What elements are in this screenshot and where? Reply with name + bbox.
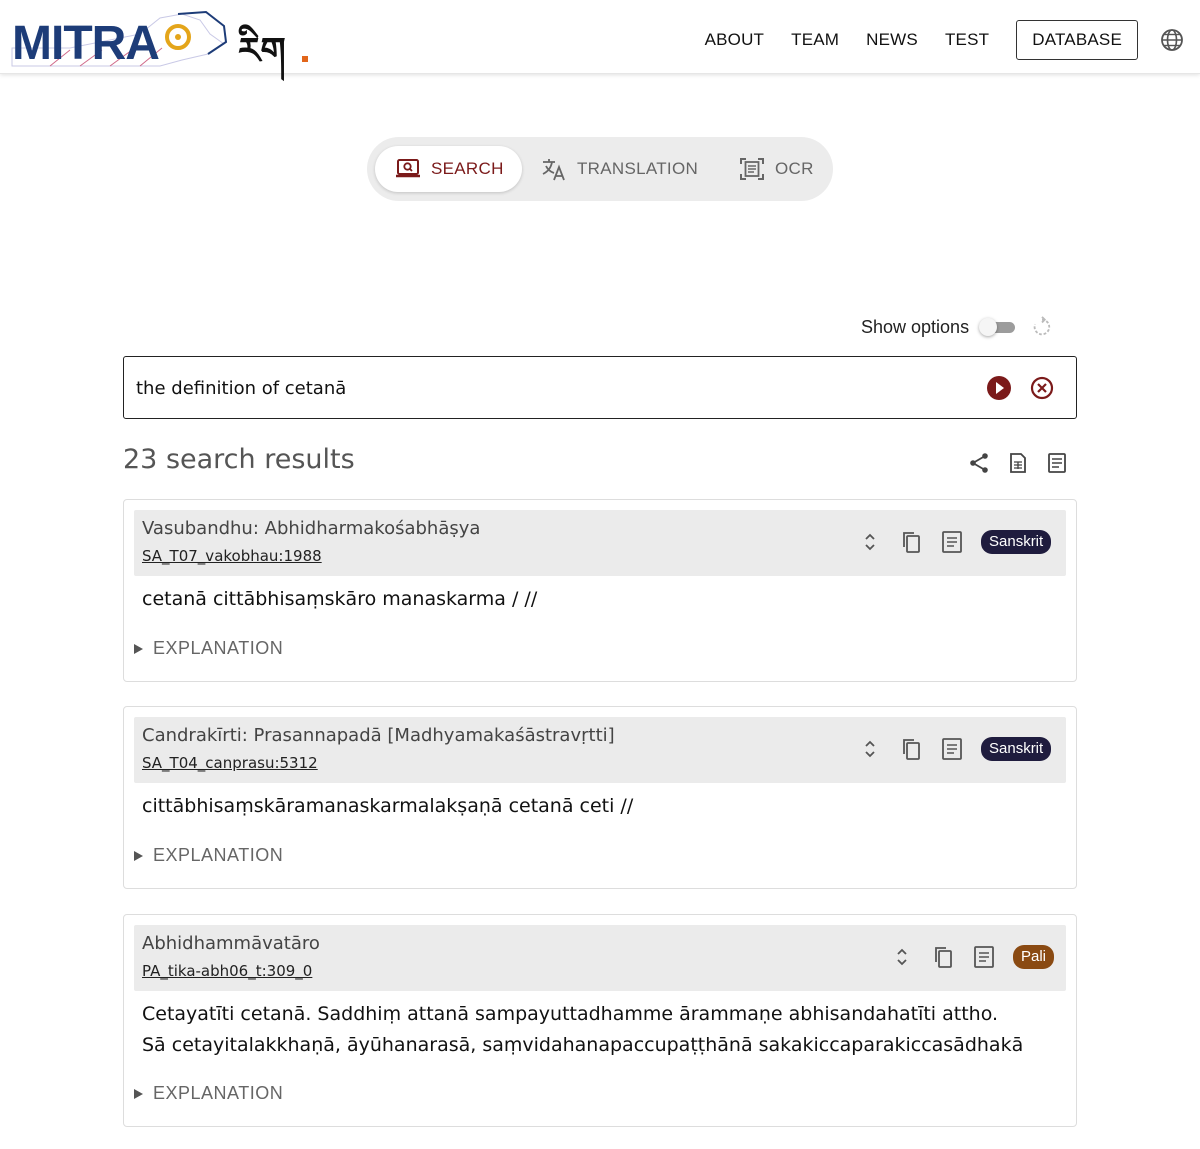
mode-tabs [367, 137, 833, 201]
explanation-label: EXPLANATION [153, 638, 284, 658]
clear-search-icon[interactable] [1030, 376, 1054, 400]
tab-translation-label: TRANSLATION [577, 159, 699, 178]
explanation-label: EXPLANATION [153, 1083, 284, 1103]
result-title: Candrakīrti: Prasannapadā [Madhyamakaśāstravṛtti] [142, 725, 615, 746]
run-search-button[interactable] [987, 376, 1011, 400]
document-icon[interactable] [940, 530, 964, 554]
options-bar [861, 312, 1053, 342]
logo-wordmark: MITRA [12, 17, 159, 70]
nav-team[interactable]: TEAM [791, 30, 840, 49]
expand-collapse-icon[interactable] [860, 530, 880, 554]
result-text-line: cittābhisaṃskāramanaskarmalakṣaṇā cetanā ceti // [142, 795, 634, 817]
explanation-label: EXPLANATION [153, 845, 284, 865]
logo-script: རིག [238, 30, 286, 72]
tab-search-label: SEARCH [431, 159, 504, 178]
result-actions [860, 530, 1051, 554]
result-card-header [134, 510, 1066, 576]
result-reference-link[interactable]: PA_tika-abh06_t:309_0 [142, 962, 313, 980]
result-actions [860, 737, 1051, 761]
nav-test[interactable]: TEST [944, 30, 990, 49]
language-badge: Pali [1013, 945, 1054, 969]
tab-translation[interactable] [541, 146, 698, 192]
disclosure-triangle-icon [134, 1089, 143, 1099]
tab-ocr-label: OCR [775, 159, 814, 178]
result-reference-link[interactable]: SA_T04_canprasu:5312 [142, 754, 318, 772]
export-document-icon[interactable] [1046, 452, 1068, 474]
results-tools [968, 452, 1085, 474]
copy-icon[interactable] [899, 530, 923, 554]
search-box [123, 356, 1077, 419]
tab-ocr[interactable] [739, 146, 814, 192]
toggle-knob [979, 318, 997, 336]
export-spreadsheet-icon[interactable] [1007, 452, 1029, 474]
ocr-scan-icon [739, 157, 765, 181]
nav-news[interactable]: NEWS [866, 30, 918, 49]
result-text-line: cetanā cittābhisaṃskāro manaskarma / // [142, 588, 538, 610]
nav-about[interactable]: ABOUT [704, 30, 765, 49]
result-text [142, 999, 1023, 1061]
copy-icon[interactable] [899, 737, 923, 761]
expand-collapse-icon[interactable] [860, 737, 880, 761]
result-card [123, 914, 1077, 1127]
expand-collapse-icon[interactable] [892, 945, 912, 969]
result-text [142, 791, 633, 822]
result-actions [892, 945, 1054, 969]
site-logo[interactable] [10, 4, 310, 70]
result-card [123, 499, 1077, 682]
translate-icon [541, 157, 567, 181]
result-card-header [134, 925, 1066, 991]
result-text [142, 584, 537, 615]
result-card [123, 706, 1077, 889]
logo-accent-dot [302, 56, 308, 62]
show-options-label: Show options [861, 316, 970, 337]
result-text-line: Cetayatīti cetanā. Saddhiṃ attanā sampayuttadhamme ārammaṇe abhisandahatīti attho. [142, 1003, 999, 1025]
result-text-line: Sā cetayitalakkhaṇā, āyūhanarasā, saṃvidahanapaccupaṭṭhānā sakakiccaparakiccasādhakā [142, 1034, 1024, 1056]
explanation-toggle[interactable] [134, 1083, 283, 1104]
language-globe-icon[interactable] [1160, 28, 1184, 52]
copy-icon[interactable] [931, 945, 955, 969]
search-input[interactable] [136, 369, 976, 407]
document-icon[interactable] [972, 945, 996, 969]
tab-search[interactable] [375, 146, 522, 192]
share-icon[interactable] [968, 452, 990, 474]
main-nav [678, 20, 1138, 60]
reset-icon[interactable] [1031, 316, 1053, 338]
search-icon [395, 157, 421, 181]
explanation-toggle[interactable] [134, 845, 283, 866]
explanation-toggle[interactable] [134, 638, 283, 659]
language-badge: Sanskrit [981, 530, 1051, 554]
result-title: Vasubandhu: Abhidharmakośabhāṣya [142, 518, 481, 539]
language-badge: Sanskrit [981, 737, 1051, 761]
show-options-toggle[interactable] [979, 318, 1019, 336]
result-card-header [134, 717, 1066, 783]
results-count: 23 search results [123, 444, 355, 475]
dharma-wheel-icon [165, 24, 191, 50]
result-reference-link[interactable]: SA_T07_vakobhau:1988 [142, 547, 322, 565]
header [0, 0, 1200, 74]
result-title: Abhidhammāvatāro [142, 933, 320, 954]
disclosure-triangle-icon [134, 644, 143, 654]
document-icon[interactable] [940, 737, 964, 761]
disclosure-triangle-icon [134, 851, 143, 861]
database-button[interactable]: DATABASE [1016, 20, 1138, 60]
